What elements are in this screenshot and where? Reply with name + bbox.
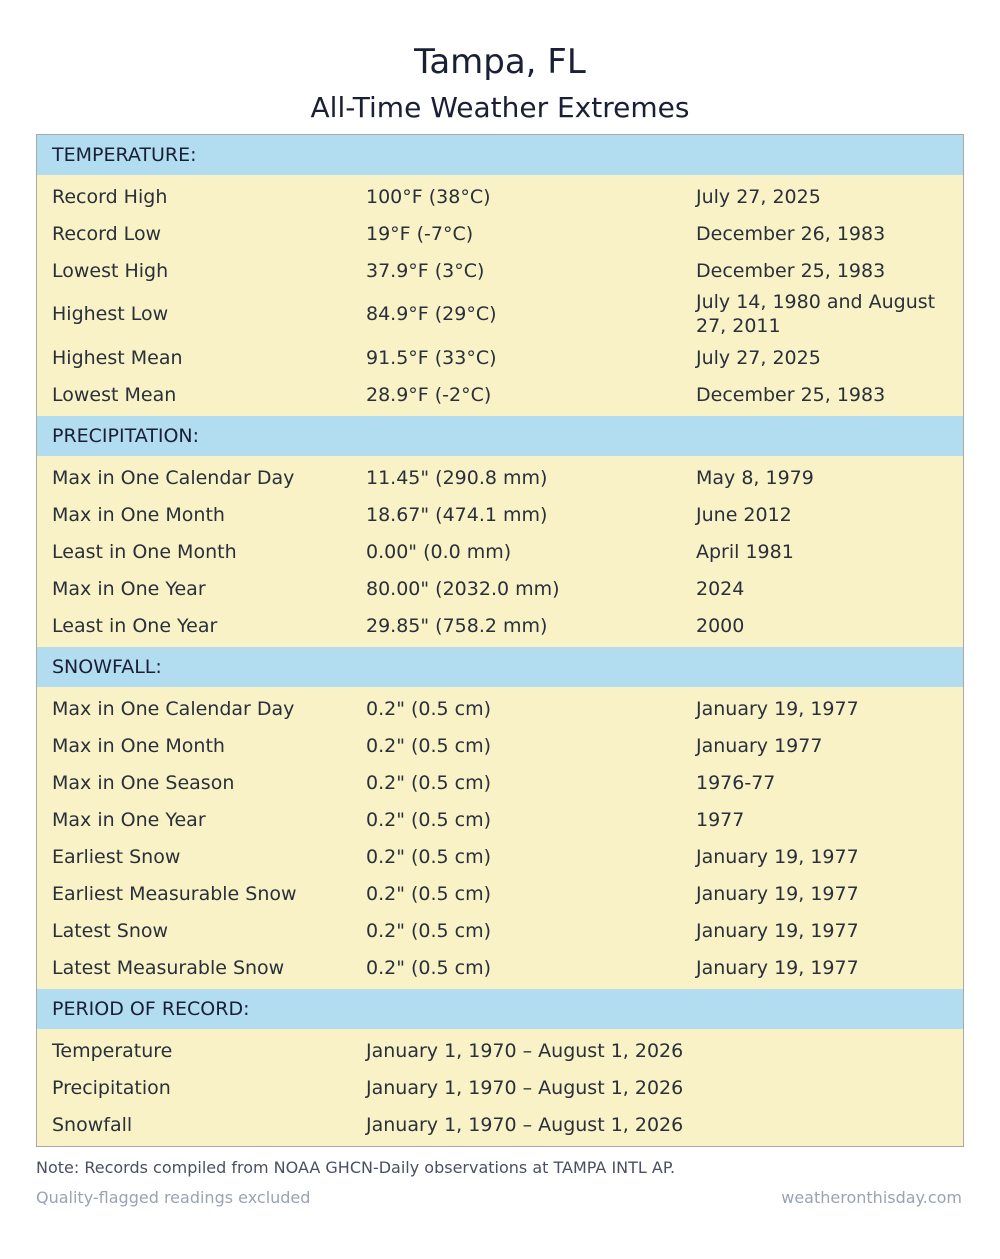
row-label: Precipitation: [52, 1076, 171, 1099]
section-header-temperature: TEMPERATURE:: [37, 135, 963, 175]
row-value: January 1, 1970 – August 1, 2026: [366, 1076, 684, 1099]
row-date: May 8, 1979: [696, 466, 814, 489]
row-label: Record Low: [52, 222, 162, 245]
source-link[interactable]: weatheronthisday.com: [781, 1188, 962, 1207]
row-label: Latest Snow: [52, 919, 169, 942]
row-date: December 25, 1983: [696, 259, 886, 282]
row-label: Max in One Calendar Day: [52, 466, 295, 489]
table-row: [37, 949, 963, 986]
row-label: Max in One Month: [52, 503, 225, 526]
row-date: January 19, 1977: [696, 882, 859, 905]
row-label: Earliest Measurable Snow: [52, 882, 297, 905]
row-value: 29.85" (758.2 mm): [366, 614, 548, 637]
row-value: January 1, 1970 – August 1, 2026: [366, 1113, 684, 1136]
section-header-precipitation: PRECIPITATION:: [37, 416, 963, 456]
table-row: [37, 459, 963, 496]
row-date: July 27, 2025: [696, 346, 821, 369]
row-label: Max in One Calendar Day: [52, 697, 295, 720]
row-date: 1977: [696, 808, 745, 831]
table-row: [37, 1106, 963, 1143]
row-label: Highest Mean: [52, 346, 183, 369]
table-row: [37, 690, 963, 727]
row-date: 2024: [696, 577, 745, 600]
row-value: January 1, 1970 – August 1, 2026: [366, 1039, 684, 1062]
row-label: Highest Low: [52, 303, 169, 325]
row-value: 11.45" (290.8 mm): [366, 466, 548, 489]
row-value: 37.9°F (3°C): [366, 259, 485, 282]
row-label: Least in One Year: [52, 614, 218, 637]
row-date: December 25, 1983: [696, 383, 886, 406]
row-value: 0.2" (0.5 cm): [366, 956, 492, 979]
row-label: Lowest Mean: [52, 383, 177, 406]
row-label: Max in One Year: [52, 577, 206, 600]
row-label: Temperature: [52, 1039, 173, 1062]
table-row: [37, 215, 963, 252]
row-date: July 14, 1980 and August 27, 2011: [696, 291, 936, 337]
table-row: [37, 1069, 963, 1106]
row-label: Latest Measurable Snow: [52, 956, 285, 979]
row-date: January 19, 1977: [696, 697, 859, 720]
table-row: [37, 764, 963, 801]
row-label: Earliest Snow: [52, 845, 181, 868]
extremes-table: [36, 134, 964, 1147]
row-value: 19°F (-7°C): [366, 222, 474, 245]
row-date: April 1981: [696, 540, 794, 563]
row-value: 0.2" (0.5 cm): [366, 808, 492, 831]
row-date: January 19, 1977: [696, 956, 859, 979]
row-date: 2000: [696, 614, 745, 637]
table-row: [37, 801, 963, 838]
row-label: Max in One Month: [52, 734, 225, 757]
row-label: Snowfall: [52, 1113, 133, 1136]
row-value: 0.2" (0.5 cm): [366, 845, 492, 868]
section-header-snowfall: SNOWFALL:: [37, 647, 963, 687]
footnote: Note: Records compiled from NOAA GHCN-Daily observations at TAMPA INTL AP.: [36, 1158, 676, 1177]
row-value: 18.67" (474.1 mm): [366, 503, 548, 526]
row-date: July 27, 2025: [696, 185, 821, 208]
table-row: [37, 607, 963, 644]
temperature-rows: [37, 175, 963, 416]
page-subtitle: All-Time Weather Extremes: [310, 91, 690, 124]
precipitation-rows: [37, 456, 963, 647]
row-date: January 1977: [696, 734, 823, 757]
table-row: [37, 912, 963, 949]
table-row: [37, 1032, 963, 1069]
quality-note: Quality-flagged readings excluded: [36, 1188, 311, 1207]
row-date: June 2012: [696, 503, 792, 526]
snowfall-rows: [37, 687, 963, 989]
row-label: Least in One Month: [52, 540, 237, 563]
table-row: [37, 339, 963, 376]
row-value: 28.9°F (-2°C): [366, 383, 492, 406]
row-date: 1976-77: [696, 771, 776, 794]
row-date: December 26, 1983: [696, 222, 886, 245]
row-value: 100°F (38°C): [366, 185, 491, 208]
row-value: 91.5°F (33°C): [366, 346, 497, 369]
row-date: January 19, 1977: [696, 845, 859, 868]
row-label: Max in One Year: [52, 808, 206, 831]
row-value: 80.00" (2032.0 mm): [366, 577, 560, 600]
table-row: [37, 570, 963, 607]
period-rows: [37, 1029, 963, 1146]
table-row: [37, 178, 963, 215]
row-value: 0.00" (0.0 mm): [366, 540, 512, 563]
row-label: Max in One Season: [52, 771, 235, 794]
row-label: Record High: [52, 185, 168, 208]
row-label: Lowest High: [52, 259, 169, 282]
row-value: 0.2" (0.5 cm): [366, 882, 492, 905]
table-row: [37, 496, 963, 533]
row-value: 0.2" (0.5 cm): [366, 734, 492, 757]
row-value: 0.2" (0.5 cm): [366, 771, 492, 794]
row-value: 0.2" (0.5 cm): [366, 697, 492, 720]
page-title: Tampa, FL: [414, 42, 586, 82]
table-row: [37, 252, 963, 289]
table-row: [37, 838, 963, 875]
table-row: [37, 533, 963, 570]
section-header-period-of-record: PERIOD OF RECORD:: [37, 989, 963, 1029]
table-row: [37, 289, 963, 339]
table-row: [37, 376, 963, 413]
table-row: [37, 727, 963, 764]
row-value: 0.2" (0.5 cm): [366, 919, 492, 942]
table-row: [37, 875, 963, 912]
row-date: January 19, 1977: [696, 919, 859, 942]
row-value: 84.9°F (29°C): [366, 303, 497, 325]
